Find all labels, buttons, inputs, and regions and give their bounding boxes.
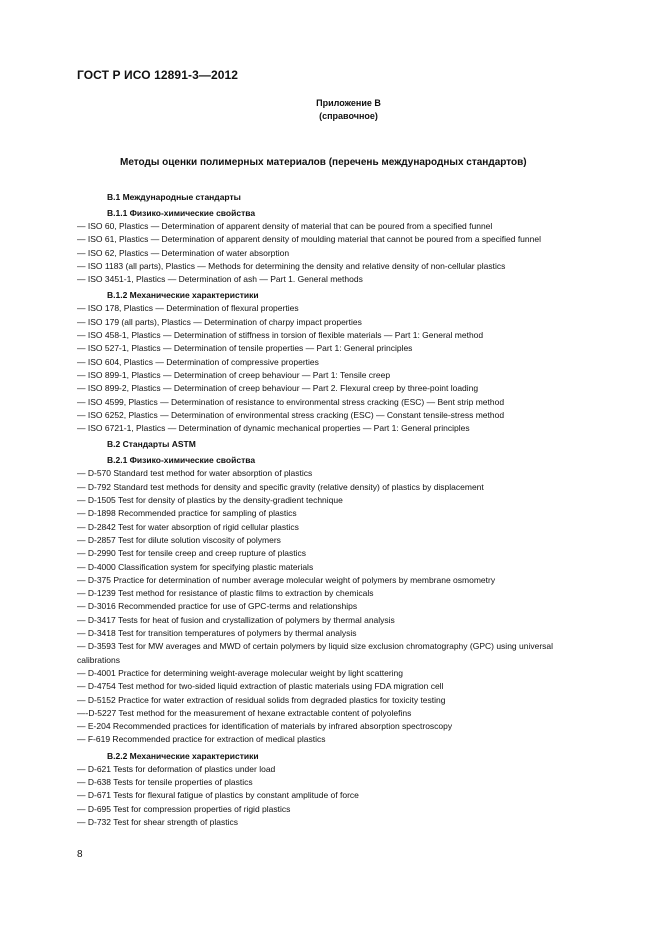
- list-item: — ISO 178, Plastics — Determination of flexural properties: [77, 303, 299, 314]
- list-item: — D-1239 Test method for resistance of plastic films to extraction by chemicals: [77, 588, 374, 599]
- list-item: — E-204 Recommended practices for identification of materials by infrared absorption spectroscopy: [77, 721, 453, 732]
- list-item: — D-2842 Test for water absorption of rigid cellular plastics: [77, 521, 299, 532]
- list-item: — D-638 Tests for tensile properties of plastics: [77, 776, 253, 787]
- document-body: [77, 188, 587, 829]
- list-item: — ISO 179 (all parts), Plastics — Determination of charpy impact properties: [77, 316, 362, 327]
- subsection-heading: В.2.1 Физико-химические свойства: [107, 455, 256, 466]
- annex-title: Приложение В: [316, 98, 381, 108]
- list-item: — ISO 3451-1, Plastics — Determination of ash — Part 1. General methods: [77, 274, 363, 285]
- list-item: — D-4754 Test method for two-sided liquid extraction of plastic materials using FDA migration cell: [77, 681, 444, 692]
- list-item: — D-2990 Test for tensile creep and creep rupture of plastics: [77, 548, 306, 559]
- subsection-heading: В.1.1 Физико-химические свойства: [107, 208, 256, 218]
- main-title: Методы оценки полимерных материалов (перечень международных стандартов): [120, 157, 527, 168]
- list-item: — D-4000 Classification system for specifying plastic materials: [77, 561, 314, 572]
- list-item: — ISO 899-2, Plastics — Determination of creep behaviour — Part 2. Flexural creep by three-point loading: [77, 383, 479, 394]
- list-item: — F-619 Recommended practice for extraction of medical plastics: [77, 734, 326, 745]
- list-item: — D-4001 Practice for determining weight-average molecular weight by light scattering: [77, 667, 403, 678]
- list-item: — D-621 Tests for deformation of plastics under load: [77, 763, 276, 774]
- annex-heading: [0, 97, 661, 123]
- list-item: — D-3418 Test for transition temperatures of polymers by thermal analysis: [77, 628, 357, 639]
- list-item: — ISO 60, Plastics — Determination of apparent density of material that can be poured from a specified funnel: [77, 221, 493, 231]
- list-item: — ISO 1183 (all parts), Plastics — Methods for determining the density and relative density of non-cellular plastics: [77, 260, 506, 271]
- list-item: — ISO 4599, Plastics — Determination of resistance to environmental stress cracking (ESC) — Bent strip method: [77, 396, 505, 407]
- list-item: — ISO 6721-1, Plastics — Determination of dynamic mechanical properties — Part 1: General principles: [77, 423, 470, 434]
- list-item: — D-671 Tests for flexural fatigue of plastics by constant amplitude of force: [77, 790, 359, 801]
- list-item: — D-2857 Test for dilute solution viscosity of polymers: [77, 534, 281, 545]
- list-item: — D-570 Standard test method for water absorption of plastics: [77, 468, 313, 479]
- list-item: — D-3593 Test for MW averages and MWD of certain polymers by liquid size exclusion chromatography (GPC) using universal calibrations: [77, 641, 554, 665]
- list-item: — D-732 Test for shear strength of plastics: [77, 816, 238, 827]
- standard-code: ГОСТ Р ИСО 12891-3—2012: [77, 68, 239, 82]
- list-item: — ISO 527-1, Plastics — Determination of tensile properties — Part 1: General principles: [77, 343, 413, 354]
- list-item: — D-5152 Practice for water extraction of residual solids from degraded plastics for toxicity testing: [77, 694, 446, 705]
- list-item: —-D-5227 Test method for the measurement of hexane extractable content of polyolefins: [77, 707, 412, 718]
- list-item: — ISO 899-1, Plastics — Determination of creep behaviour — Part 1: Tensile creep: [77, 369, 391, 380]
- section-heading: В.1 Международные стандарты: [107, 192, 241, 202]
- subsection-heading: В.1.2 Механические характеристики: [107, 290, 259, 301]
- list-item: — ISO 458-1, Plastics — Determination of stiffness in torsion of flexible materials — Part 1: General method: [77, 330, 484, 341]
- subsection-heading: В.2.2 Механические характеристики: [107, 750, 259, 761]
- list-item: — D-1505 Test for density of plastics by the density-gradient technique: [77, 495, 343, 506]
- list-item: — D-792 Standard test methods for density and specific gravity (relative density) of plastics by displacement: [77, 481, 484, 492]
- list-item: — ISO 62, Plastics — Determination of water absorption: [77, 247, 290, 258]
- list-item: — D-1898 Recommended practice for sampling of plastics: [77, 508, 297, 519]
- list-item: — ISO 604, Plastics — Determination of compressive properties: [77, 356, 319, 367]
- page-number: 8: [77, 849, 83, 860]
- list-item: — D-695 Test for compression properties of rigid plastics: [77, 803, 291, 814]
- list-item: — ISO 6252, Plastics — Determination of environmental stress cracking (ESC) — Constant tensile-stress method: [77, 409, 505, 420]
- list-item: — D-3016 Recommended practice for use of GPC-terms and relationships: [77, 601, 358, 612]
- section-heading: В.2 Стандарты ASTM: [107, 439, 196, 450]
- list-item: — ISO 61, Plastics — Determination of apparent density of moulding material that cannot be poured from a specified funnel: [77, 234, 541, 245]
- list-item: — D-375 Practice for determination of number average molecular weight of polymers by membrane osmometry: [77, 574, 496, 585]
- list-item: — D-3417 Tests for heat of fusion and crystallization of polymers by thermal analysis: [77, 614, 395, 625]
- annex-subtitle: (справочное): [319, 111, 378, 121]
